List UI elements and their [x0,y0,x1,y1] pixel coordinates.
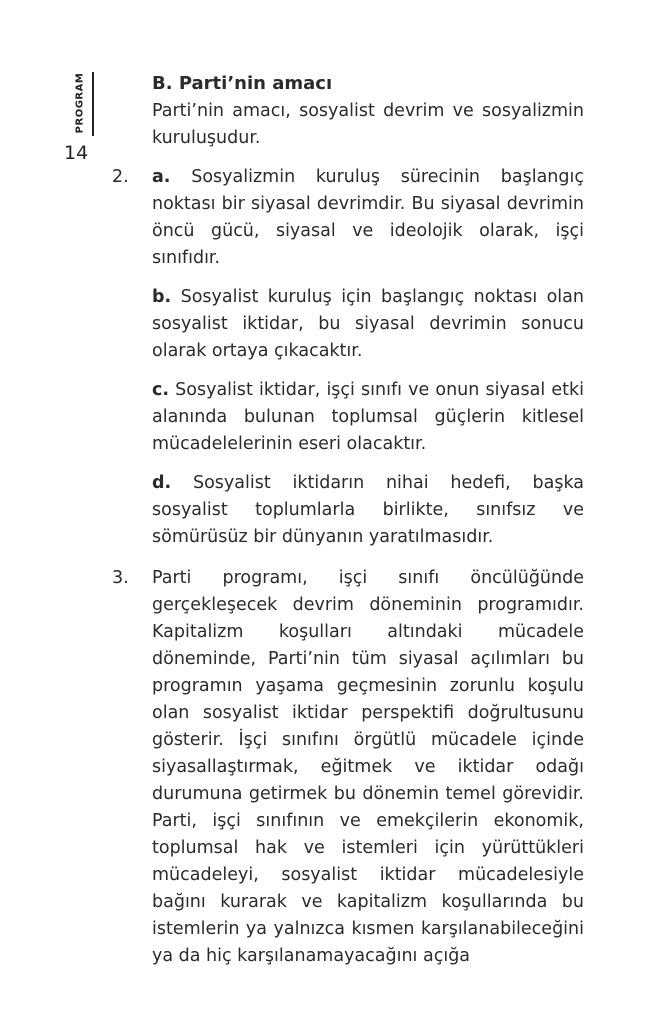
list-item-2 [112,164,584,551]
item-number: 3. [112,568,129,588]
sub-item-b: b. Sosyalist kuruluş için başlangıç noktası olan sosyalist iktidar, bu siyasal devrimin sonucu olarak ortaya çıkacaktır. [152,287,584,361]
page-body [112,70,584,970]
item-number: 2. [112,167,129,187]
margin-rule [92,72,94,136]
sub-item-d: d. Sosyalist iktidarın nihai hedefi, başka sosyalist toplumlarla birlikte, sınıfsız ve sömürüsüz bir dünyanın yaratılmasıdır. [152,473,584,547]
item-3-text: Parti programı, işçi sınıfı öncülüğünde gerçekleşecek devrim döneminin programıdır. Kapitalizm koşulları altındaki mücadele döneminde, Parti’nin tüm siyasal açılımları bu programın yaşama geçmesinin zorunlu koşulu olan sosyalist iktidar perspektifi doğrultusunu gösterir. İşçi sınıfını örgütlü mücadele içinde siyasallaştırmak, eğitmek ve iktidar odağı durumuna getirmek bu dönemin temel görevidir. Parti, işçi sınıfının ve emekçilerin ekonomik, toplumsal hak ve istemleri için yürüttükleri mücadeleyi, sosyalist iktidar mücadelesiyle bağını kurarak ve kapitalizm koşullarında bu istemlerin ya yalnızca kısmen karşılanabileceğini ya da hiç karşılanamayacağını açığa [152,568,584,966]
running-header-label: PROGRAM [74,72,86,134]
sub-item-a: a. Sosyalizmin kuruluş sürecinin başlangıç noktası bir siyasal devrimdir. Bu siyasal devrimin öncü gücü, siyasal ve ideolojik olarak, işçi sınıfıdır. [152,167,584,268]
section-intro: Parti’nin amacı, sosyalist devrim ve sosyalizmin kuruluşudur. [152,101,584,148]
running-header [72,72,88,134]
sub-item-c: c. Sosyalist iktidar, işçi sınıfı ve onun siyasal etki alanında bulunan toplumsal güçlerin kitlesel mücadelelerinin eseri olacaktır. [152,380,584,454]
section-heading: B. Parti’nin amacı [152,73,333,94]
list-item-3 [112,565,584,970]
page-number: 14 [64,142,89,164]
